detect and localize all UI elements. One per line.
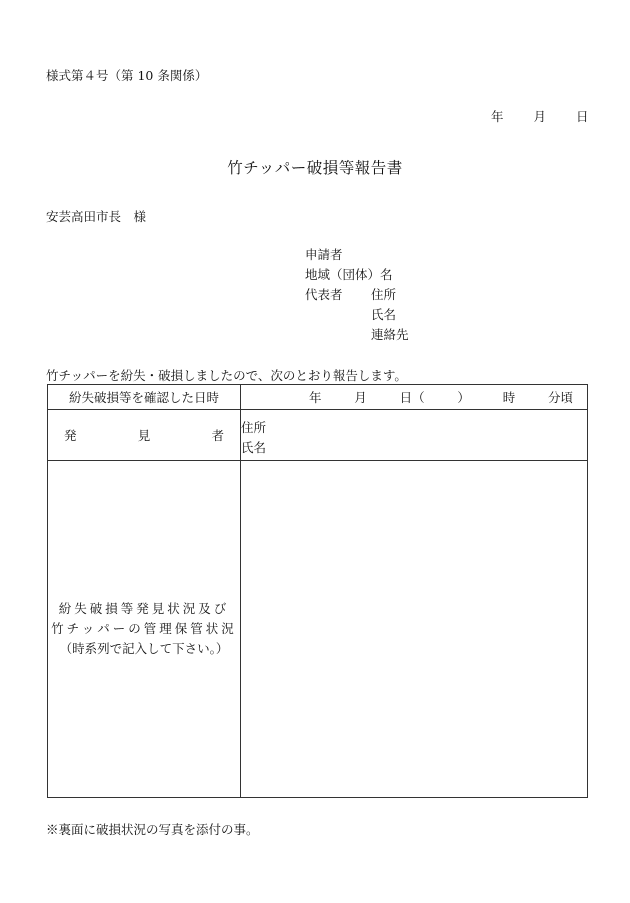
addressee: 安芸高田市長 様: [46, 209, 147, 224]
situation-label: [48, 461, 241, 798]
finder-char-1: 発: [64, 428, 77, 443]
form-number: 様式第４号（第 10 条関係）: [46, 68, 208, 83]
dt-minute: 分頃: [547, 390, 573, 405]
finder-label: [48, 410, 241, 461]
table-row-finder: [48, 410, 588, 461]
date-year: 年: [491, 109, 504, 124]
dt-paren-close: ）: [457, 390, 470, 405]
situation-field[interactable]: [241, 461, 588, 798]
report-table: [47, 384, 588, 798]
finder-address-label: 住所: [241, 419, 267, 435]
dt-month: 月: [354, 390, 367, 405]
dt-day: 日（: [399, 390, 425, 405]
finder-field[interactable]: [241, 410, 588, 461]
situation-line-3: （時系列で記入して下さい。）: [59, 641, 229, 656]
date-day: 日: [576, 109, 589, 124]
applicant-label: 申請者: [305, 247, 343, 262]
date-month: 月: [533, 109, 547, 124]
contact-label: 連絡先: [371, 327, 409, 342]
table-row-datetime: [48, 385, 588, 410]
dt-year: 年: [309, 390, 322, 405]
situation-line-1: 紛失破損等発見状況及び: [58, 601, 230, 616]
representative-label: 代表者: [305, 287, 343, 302]
dt-hour: 時: [502, 390, 516, 405]
report-date: [491, 107, 589, 125]
datetime-label: 紛失破損等を確認した日時: [48, 385, 241, 410]
finder-char-3: 者: [211, 428, 224, 443]
intro-text: 竹チッパーを紛失・破損しましたので、次のとおり報告します。: [46, 368, 407, 383]
region-label: 地域（団体）名: [305, 267, 393, 282]
datetime-field[interactable]: [241, 385, 588, 410]
table-row-situation: [48, 461, 588, 798]
footer-note: ※裏面に破損状況の写真を添付の事。: [46, 822, 259, 837]
address-label: 住所: [371, 287, 397, 302]
document-title: 竹チッパー破損等報告書: [227, 159, 403, 177]
name-label: 氏名: [371, 307, 397, 322]
applicant-block: [305, 245, 409, 345]
finder-char-2: 見: [137, 428, 151, 443]
situation-line-2: 竹チッパーの管理保管状況: [51, 621, 237, 636]
finder-name-label: 氏名: [241, 439, 267, 455]
